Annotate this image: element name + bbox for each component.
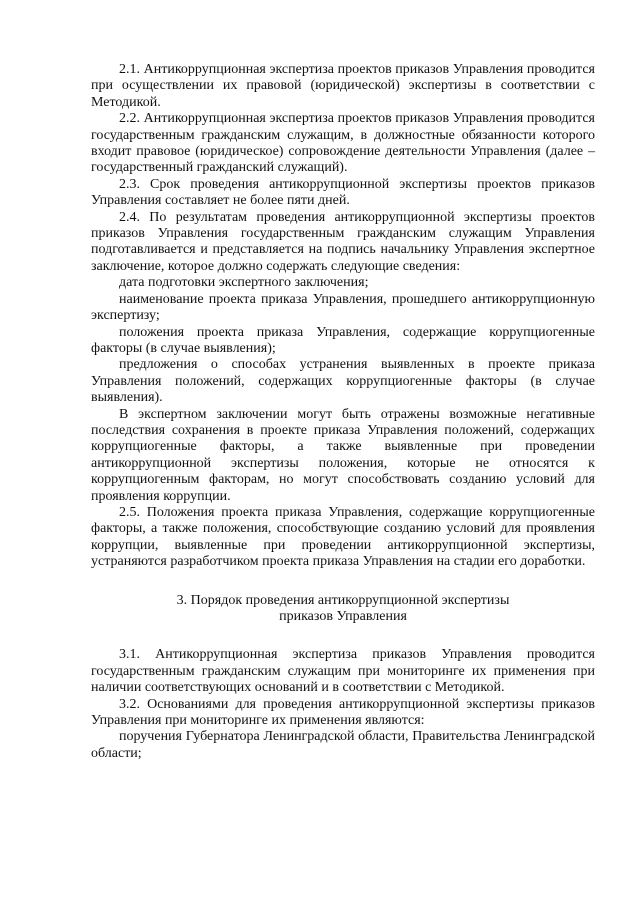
section-heading-line-1: 3. Порядок проведения антикоррупционной экспертизы xyxy=(176,592,510,608)
paragraph-2-1: 2.1. Антикоррупционная экспертиза проектов приказов Управления проводится при осуществлении их правовой (юридической) экспертизы в соответствии с Методикой. xyxy=(91,62,595,110)
paragraph-2-4: 2.4. По результатам проведения антикоррупционной экспертизы проектов приказов Управления государственным гражданским служащим Управления подготавливается и представляется на подпись начальнику Управления экспертное заключение, которое должно содержать следующие сведения: xyxy=(91,209,595,274)
paragraph-2-2: 2.2. Антикоррупционная экспертиза проектов приказов Управления проводится государственным гражданским служащим, в должностные обязанности которого входит правовое (юридическое) сопровождение деятельности Управления (далее – государственный гражданский служащий). xyxy=(91,111,595,176)
list-item-name: наименование проекта приказа Управления, прошедшего антикоррупционную экспертизу; xyxy=(91,291,595,324)
paragraph-2-3: 2.3. Срок проведения антикоррупционной экспертизы проектов приказов Управления составляет не более пяти дней. xyxy=(91,176,595,209)
paragraph-3-1: 3.1. Антикоррупционная экспертиза приказов Управления проводится государственным гражданским служащим при мониторинге их применения при наличии соответствующих оснований и в соответствии с Методикой. xyxy=(91,647,595,696)
section-heading-line-2: приказов Управления xyxy=(279,609,407,624)
section-heading xyxy=(91,593,595,626)
paragraph-conclusion-note: В экспертном заключении могут быть отражены возможные негативные последствия сохранения в проекте приказа Управления положений, содержащих коррупциогенные факторы, а также выявленные при проведении антикоррупционной экспертизы положения, которые не относятся к коррупциогенным факторам, но могут способствовать созданию условий для проявления коррупции. xyxy=(91,406,595,504)
list-item-date: дата подготовки экспертного заключения; xyxy=(119,275,369,291)
list-item-provisions: положения проекта приказа Управления, содержащие коррупциогенные факторы (в случае выявления); xyxy=(91,324,595,356)
paragraph-2-5: 2.5. Положения проекта приказа Управления, содержащие коррупциогенные факторы, а также положения, способствующие созданию условий для проявления коррупции, выявленные при проведении антикоррупционной экспертизы, устраняются разработчиком проекта приказа Управления на стадии его доработки. xyxy=(91,504,595,570)
list-item-proposals: предложения о способах устранения выявленных в проекте приказа Управления положений, содержащих коррупциогенные факторы (в случае выявления). xyxy=(91,357,595,406)
document-body xyxy=(91,62,595,762)
paragraph-3-2: 3.2. Основаниями для проведения антикоррупционной экспертизы приказов Управления при мониторинге их применения являются: xyxy=(91,696,595,729)
list-item-instructions: поручения Губернатора Ленинградской области, Правительства Ленинградской области; xyxy=(91,729,595,761)
